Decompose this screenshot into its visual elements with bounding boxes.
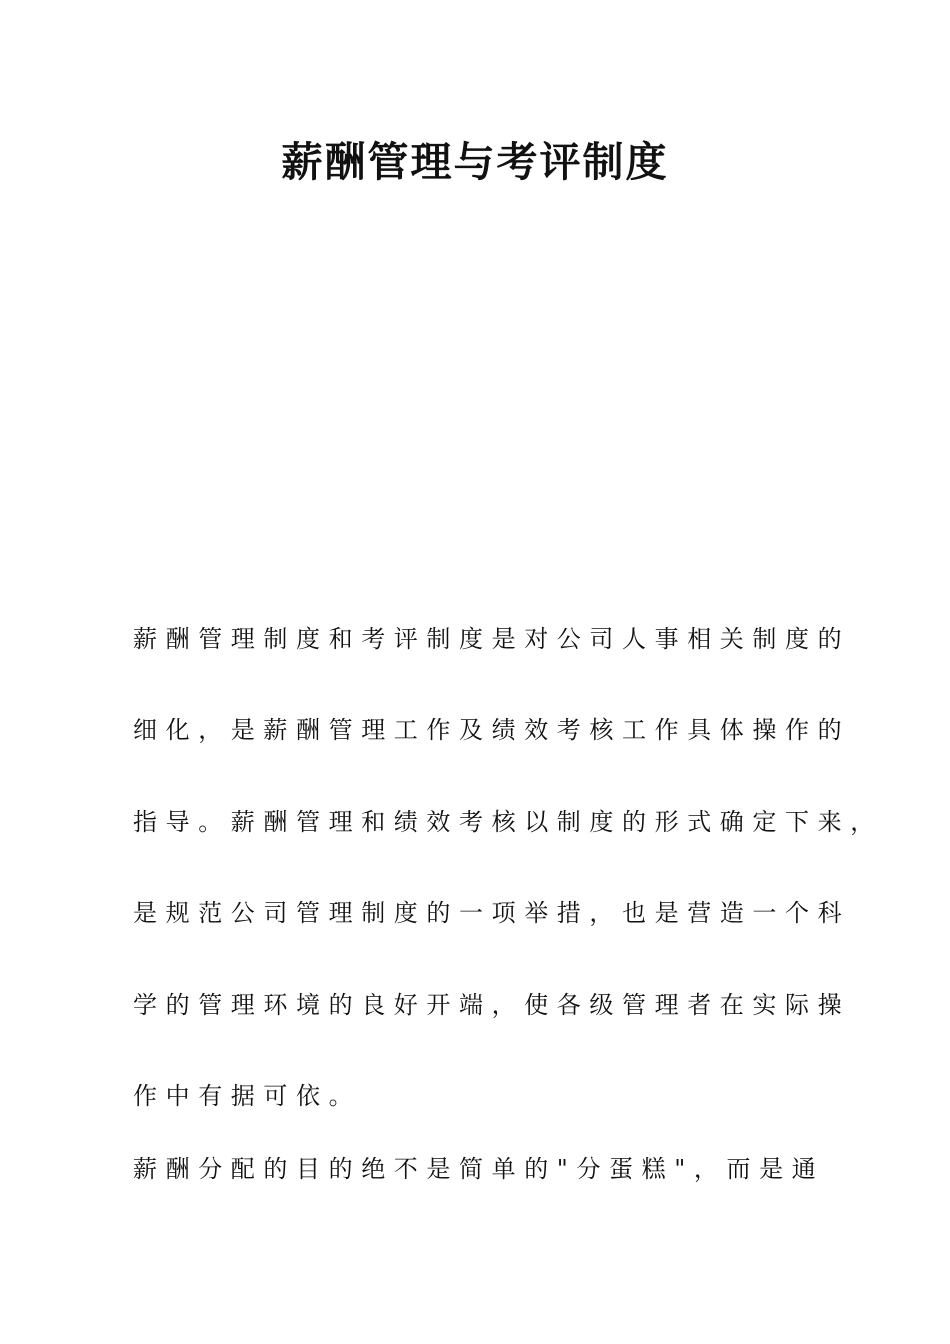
paragraph-1-line-4: 是规范公司管理制度的一项举措，也是营造一个科 bbox=[133, 899, 851, 927]
document-title: 薪酬管理与考评制度 bbox=[281, 138, 669, 186]
paragraph-1-line-5: 学的管理环境的良好开端，使各级管理者在实际操 bbox=[133, 991, 851, 1019]
paragraph-2-line-1: 薪酬分配的目的绝不是简单的"分蛋糕"，而是通 bbox=[133, 1155, 825, 1183]
paragraph-1-line-3: 指导。薪酬管理和绩效考核以制度的形式确定下来， bbox=[133, 808, 883, 836]
paragraph-1-line-2: 细化，是薪酬管理工作及绩效考核工作具体操作的 bbox=[133, 716, 851, 744]
paragraph-1-line-1: 薪酬管理制度和考评制度是对公司人事相关制度的 bbox=[133, 625, 851, 653]
paragraph-1-line-6: 作中有据可依。 bbox=[133, 1082, 362, 1110]
